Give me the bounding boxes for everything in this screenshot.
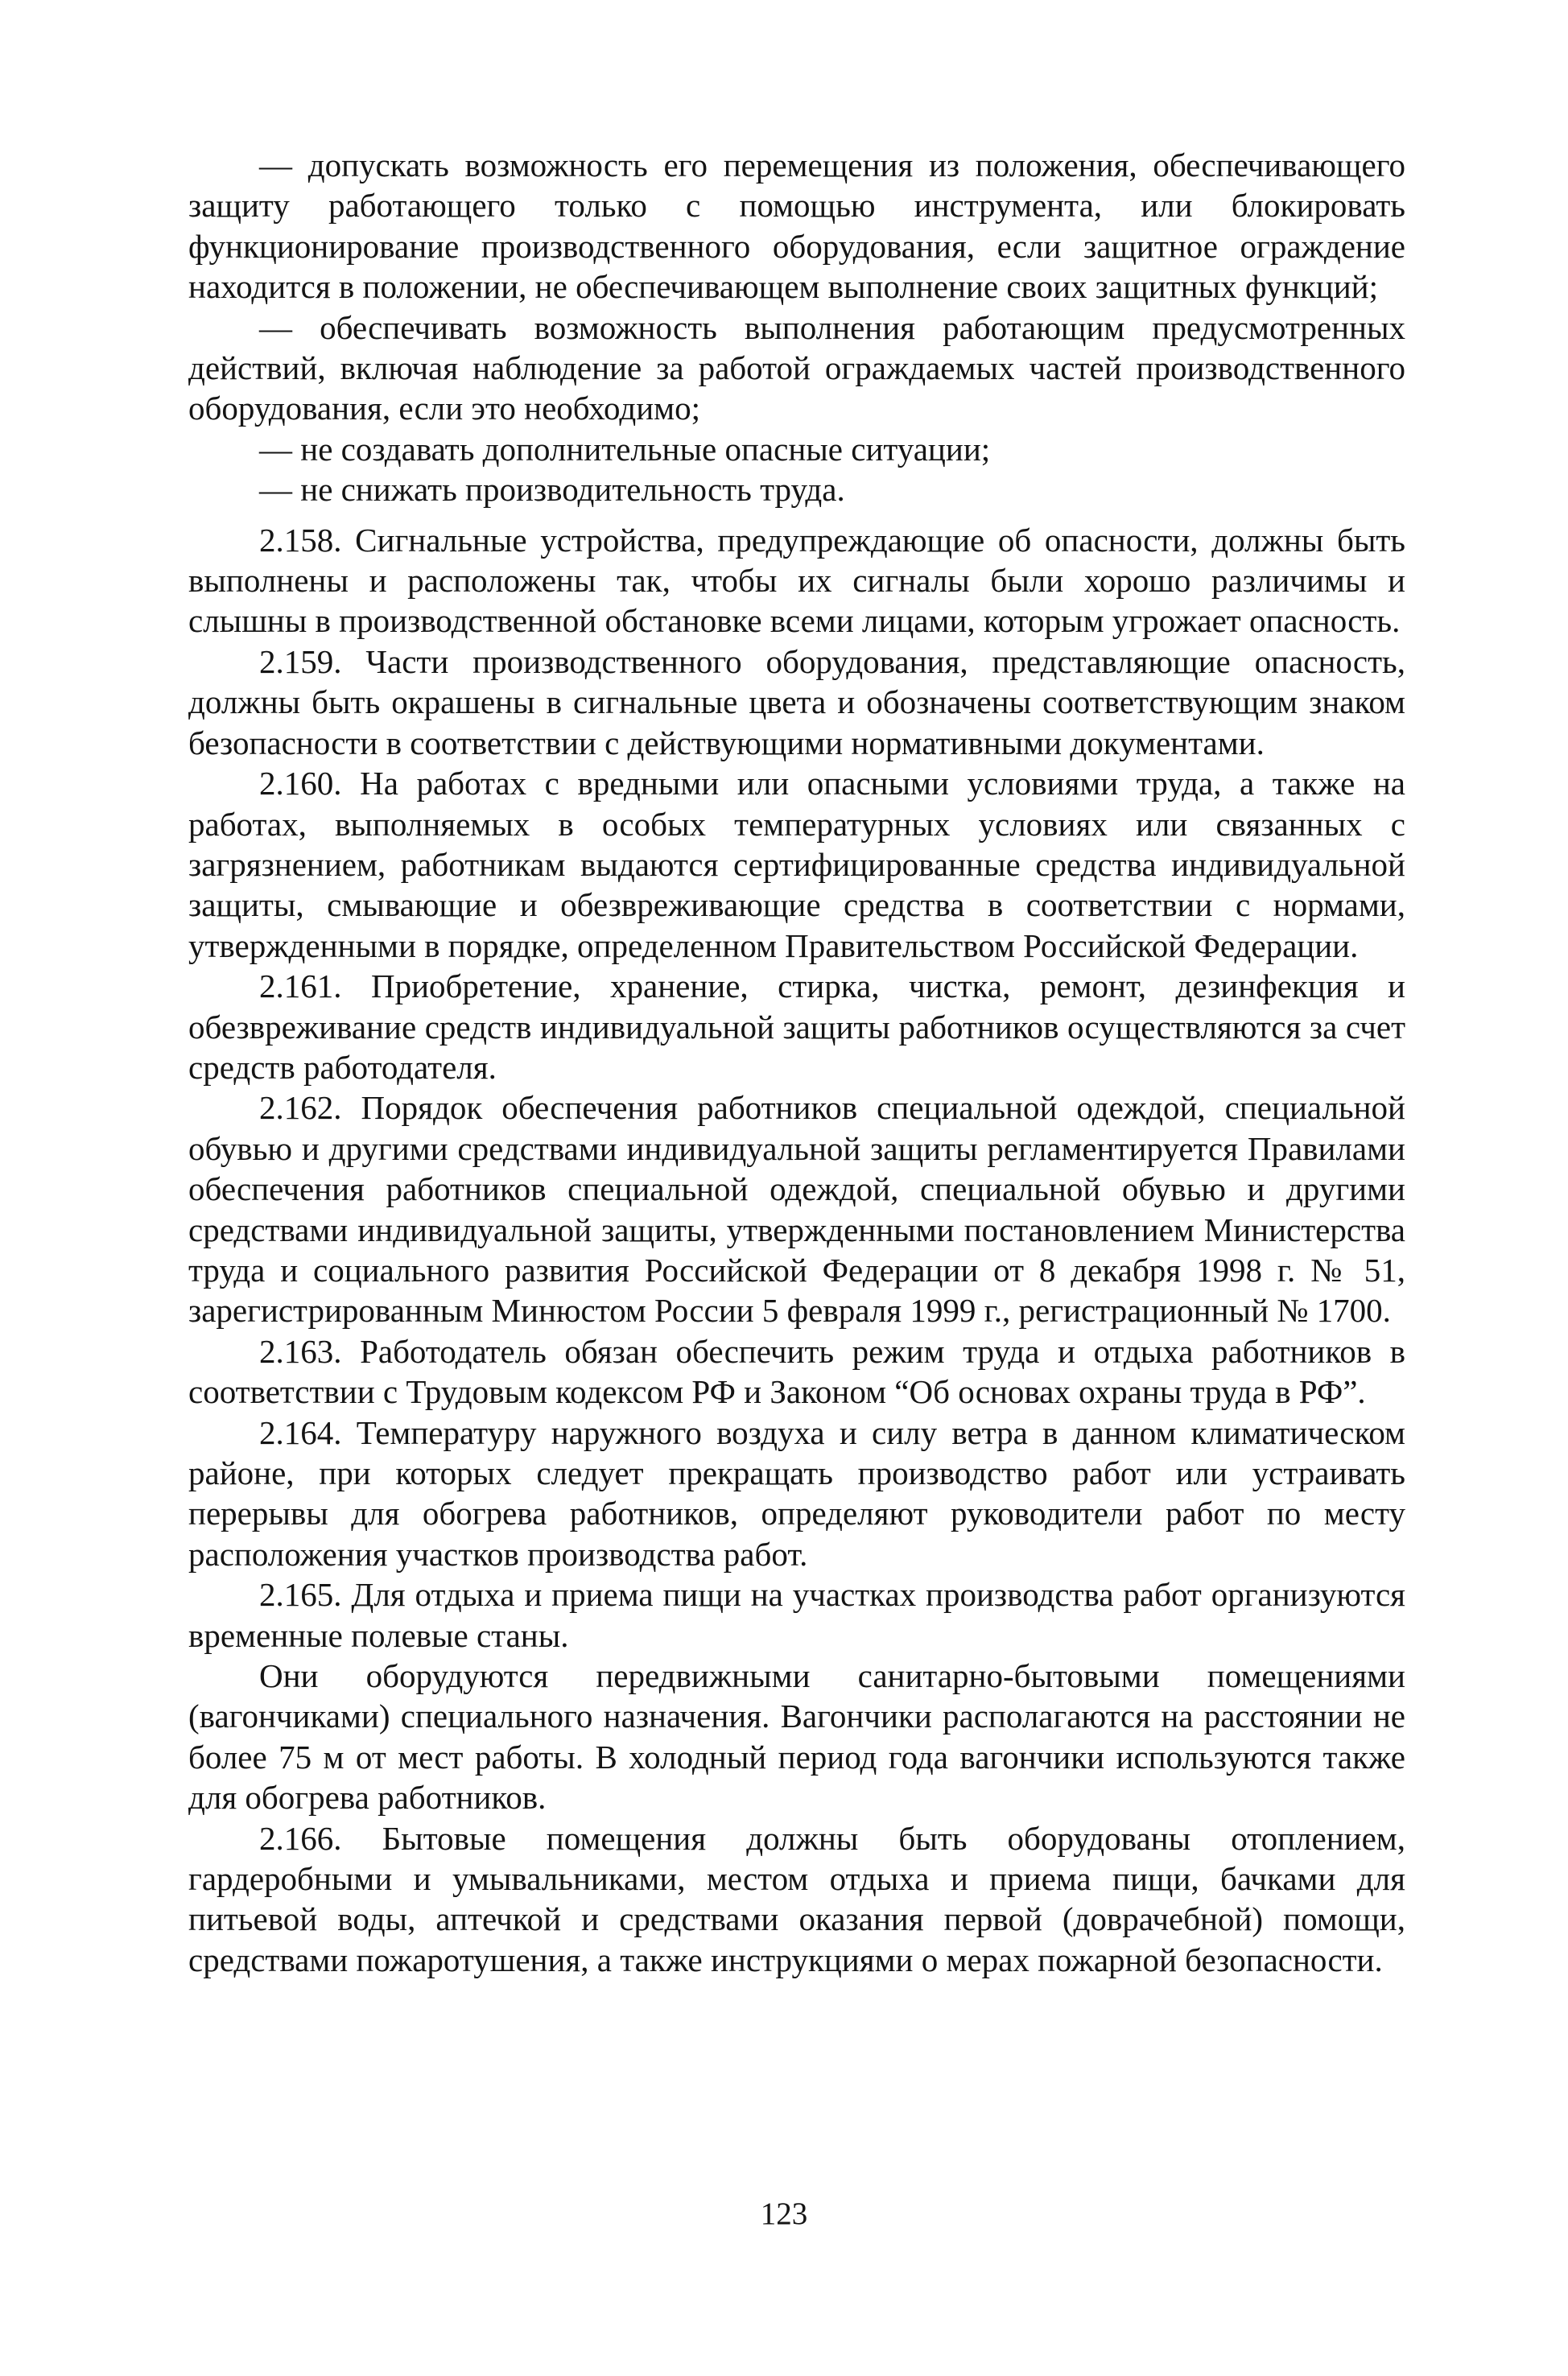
page-body-text (188, 145, 1405, 1980)
clause-2-165: 2.165. Для отдыха и приема пищи на участках производства работ организуются временные полевые станы. (188, 1576, 1405, 1654)
clause-2-165-continuation: Они оборудуются передвижными санитарно-бытовыми помещениями (вагончиками) специального назначения. Вагончики располагаются на расстоянии не более 75 м от мест работы. В холодный период года вагончики используются также для обогрева работников. (188, 1657, 1405, 1817)
bullet-paragraph: — не создавать дополнительные опасные ситуации; (259, 430, 991, 468)
bullet-paragraph: — не снижать производительность труда. (259, 471, 845, 509)
clause-2-161: 2.161. Приобретение, хранение, стирка, чистка, ремонт, дезинфекция и обезвреживание средств индивидуальной защиты работников осуществляются за счет средств работодателя. (188, 967, 1405, 1086)
clause-2-159: 2.159. Части производственного оборудования, представляющие опасность, должны быть окрашены в сигнальные цвета и обозначены соответствующим знаком безопасности в соответствии с действующими нормативными документами. (188, 642, 1405, 761)
clause-2-158: 2.158. Сигнальные устройства, предупреждающие об опасности, должны быть выполнены и расположены так, чтобы их сигналы были хорошо различимы и слышны в производственной обстановке всеми лицами, которым угрожает опасность. (188, 521, 1405, 640)
bullet-paragraph: — допускать возможность его перемещения из положения, обеспечивающего защиту работающего только с помощью инструмента, или блокировать функционирование производственного оборудования, если защитное ограждение находится в положении, не обеспечивающем выполнение своих защитных функций; (188, 146, 1405, 306)
bullet-paragraph: — обеспечивать возможность выполнения работающим предусмотренных действий, включая наблюдение за работой ограждаемых частей производственного оборудования, если это необходимо; (188, 308, 1405, 427)
clause-2-160: 2.160. На работах с вредными или опасными условиями труда, а также на работах, выполняемых в особых температурных условиях или связанных с загрязнением, работникам выдаются сертифицированные средства индивидуальной защиты, смывающие и обезвреживающие средства в соответствии с нормами, утвержденными в порядке, определенном Правительством Российской Федерации. (188, 765, 1405, 964)
page-number: 123 (760, 2197, 808, 2231)
clause-2-166: 2.166. Бытовые помещения должны быть оборудованы отоплением, гардеробными и умывальниками, местом отдыха и приема пищи, бачками для питьевой воды, аптечкой и средствами оказания первой (доврачебной) помощи, средствами пожаротушения, а также инструкциями о мерах пожарной безопасности. (188, 1819, 1405, 1978)
clause-2-163: 2.163. Работодатель обязан обеспечить режим труда и отдыха работников в соответствии с Трудовым кодексом РФ и Законом “Об основах охраны труда в РФ”. (188, 1332, 1405, 1411)
clause-2-162: 2.162. Порядок обеспечения работников специальной одеждой, специальной обувью и другими средствами индивидуальной защиты регламентируется Правилами обеспечения работников специальной одеждой, специальной обувью и другими средствами индивидуальной защиты, утвержденными постановлением Министерства труда и социального развития Российской Федерации от 8 декабря 1998 г. № 51, зарегистрированным Минюстом России 5 февраля 1999 г., регистрационный № 1700. (188, 1089, 1405, 1330)
clause-2-164: 2.164. Температуру наружного воздуха и силу ветра в данном климатическом районе, при которых следует прекращать производство работ или устраивать перерывы для обогрева работников, определяют руководители работ по месту расположения участков производства работ. (188, 1413, 1405, 1573)
